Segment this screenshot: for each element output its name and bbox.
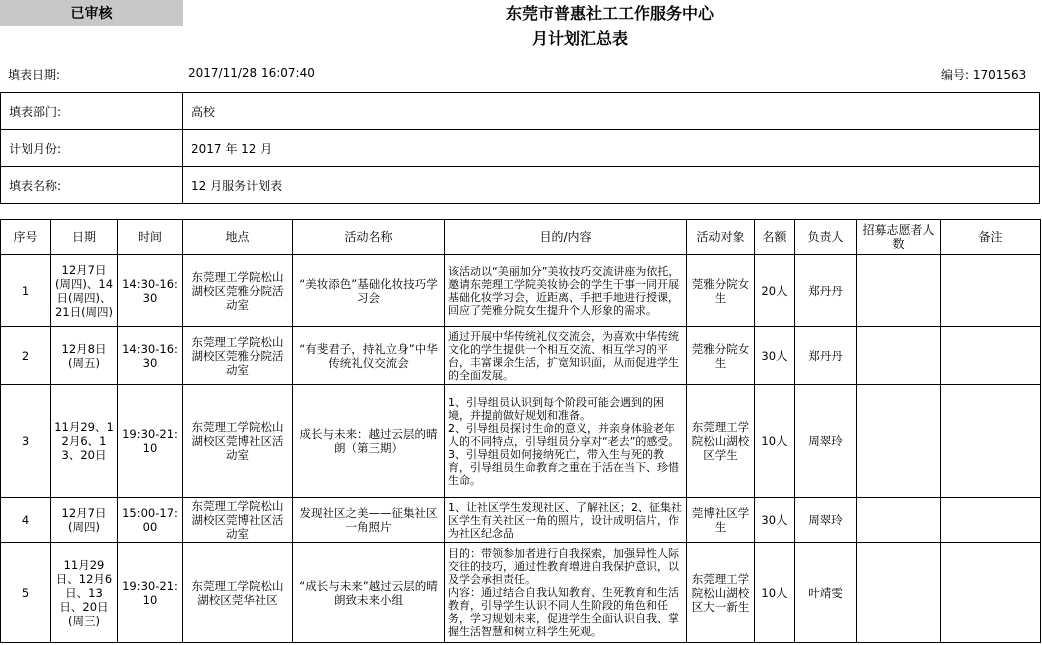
info-row-name — [1, 167, 1040, 204]
cell-volunteers — [857, 327, 941, 385]
cell-date: 12月8日(周五) — [51, 327, 118, 385]
cell-target: 莞雅分院女生 — [687, 255, 755, 327]
cell-target: 东莞理工学院松山湖校区学生 — [687, 385, 755, 498]
info-row-department — [1, 93, 1040, 130]
cell-time: 14:30-16:30 — [118, 255, 183, 327]
cell-owner: 叶靖雯 — [795, 543, 857, 643]
cell-quota: 10人 — [755, 385, 795, 498]
cell-volunteers — [857, 498, 941, 543]
info-value: 12 月服务计划表 — [183, 167, 1040, 204]
cell-place: 东莞理工学院松山湖校区莞博社区活动室 — [183, 498, 293, 543]
cell-no: 3 — [1, 385, 51, 498]
cell-quota: 30人 — [755, 498, 795, 543]
cell-goal: 该活动以“美丽加分”美妆技巧交流讲座为依托，邀请东莞理工学院美妆协会的学生干事一同开展基础化妆学习会，近距离、手把手地进行授课，回应了莞雅分院女生提升个人形象的需求。 — [445, 255, 687, 327]
org-name: 东莞市普惠社工工作服务中心 — [505, 4, 714, 23]
cell-volunteers — [857, 543, 941, 643]
cell-date: 12月7日(周四) — [51, 498, 118, 543]
cell-activity-name: 成长与未来：越过云层的晴朗（第三期） — [293, 385, 445, 498]
cell-no: 4 — [1, 498, 51, 543]
cell-volunteers — [857, 255, 941, 327]
cell-date: 11月29、12月6、13、20日 — [51, 385, 118, 498]
col-header: 序号 — [1, 220, 51, 255]
form-title: 月计划汇总表 — [531, 29, 628, 48]
col-header: 地点 — [183, 220, 293, 255]
cell-remark — [941, 543, 1041, 643]
cell-place: 东莞理工学院松山湖校区莞博社区活动室 — [183, 385, 293, 498]
serial-value: 1701563 — [972, 68, 1027, 82]
cell-place: 东莞理工学院松山湖校区莞华社区 — [183, 543, 293, 643]
col-header: 日期 — [51, 220, 118, 255]
cell-activity-name: 发现社区之美——征集社区一角照片 — [293, 498, 445, 543]
col-header: 备注 — [941, 220, 1041, 255]
table-header-row — [1, 220, 1041, 255]
cell-no: 5 — [1, 543, 51, 643]
cell-activity-name: “成长与未来”越过云层的晴朗致未来小组 — [293, 543, 445, 643]
col-header: 时间 — [118, 220, 183, 255]
cell-goal: 1、引导组员认识到每个阶段可能会遇到的困境，并提前做好规划和准备。 2、引导组员探讨生命的意义，并亲身体验老年人的不同特点，引导组员分享对“老去”的感受。 3、引导组员如何接纳死亡，带入生与死的教育，引导组员生命教育之重在于活在当下、珍惜生命。 — [445, 385, 687, 498]
cell-owner: 周翠玲 — [795, 385, 857, 498]
info-value: 2017 年 12 月 — [183, 130, 1040, 167]
col-header: 目的/内容 — [445, 220, 687, 255]
cell-activity-name: “有斐君子，持礼立身”中华传统礼仪交流会 — [293, 327, 445, 385]
fill-date-label: 填表日期: — [8, 68, 61, 82]
cell-date: 12月7日(周四)、14日(周四)、21日(周四) — [51, 255, 118, 327]
cell-goal: 目的：带领参加者进行自我探索，加强异性人际交往的技巧，通过性教育增进自我保护意识，以及学会承担责任。 内容：通过结合自我认知教育、生死教育和生活教育，引导学生认识不同人生阶段的角色和任务，学习规划未来，促进学生全面认识自我、掌握生活智慧和树立科学生死观。 — [445, 543, 687, 643]
cell-target: 莞雅分院女生 — [687, 327, 755, 385]
status-badge: 已审核 — [0, 0, 183, 26]
info-value: 高校 — [183, 93, 1040, 130]
cell-target: 莞博社区学生 — [687, 498, 755, 543]
info-table — [0, 92, 1040, 204]
info-row-month — [1, 130, 1040, 167]
cell-remark — [941, 327, 1041, 385]
cell-quota: 10人 — [755, 543, 795, 643]
cell-remark — [941, 498, 1041, 543]
cell-remark — [941, 255, 1041, 327]
serial-label: 编号: — [941, 68, 970, 82]
table-row — [1, 255, 1041, 327]
cell-remark — [941, 385, 1041, 498]
cell-date: 11月29日、12月6日、13日、20日(周三) — [51, 543, 118, 643]
cell-place: 东莞理工学院松山湖校区莞雅分院活动室 — [183, 255, 293, 327]
cell-goal: 1、让社区学生发现社区、了解社区；2、征集社区学生有关社区一角的照片，设计成明信片，作为社区纪念品 — [445, 498, 687, 543]
cell-time: 19:30-21:10 — [118, 543, 183, 643]
cell-no: 1 — [1, 255, 51, 327]
info-label: 填表部门: — [1, 93, 183, 130]
cell-no: 2 — [1, 327, 51, 385]
table-row — [1, 327, 1041, 385]
serial-number — [941, 66, 1026, 83]
cell-activity-name: “美妆添色”基础化妆技巧学习会 — [293, 255, 445, 327]
table-row — [1, 543, 1041, 643]
info-label: 填表名称: — [1, 167, 183, 204]
col-header: 负责人 — [795, 220, 857, 255]
cell-time: 15:00-17:00 — [118, 498, 183, 543]
table-row — [1, 498, 1041, 543]
col-header: 名额 — [755, 220, 795, 255]
cell-quota: 20人 — [755, 255, 795, 327]
cell-goal: 通过开展中华传统礼仪交流会，为喜欢中华传统文化的学生提供一个相互交流、相互学习的平台，丰富课余生活，扩宽知识面，从而促进学生的全面发展。 — [445, 327, 687, 385]
table-row — [1, 385, 1041, 498]
col-header: 招募志愿者人数 — [857, 220, 941, 255]
cell-time: 19:30-21:10 — [118, 385, 183, 498]
col-header: 活动对象 — [687, 220, 755, 255]
cell-target: 东莞理工学院松山湖校区大一新生 — [687, 543, 755, 643]
col-header: 活动名称 — [293, 220, 445, 255]
cell-quota: 30人 — [755, 327, 795, 385]
cell-owner: 周翠玲 — [795, 498, 857, 543]
plan-table — [0, 219, 1041, 643]
fill-date-value: 2017/11/28 16:07:40 — [188, 66, 315, 80]
cell-owner: 郑丹丹 — [795, 255, 857, 327]
cell-volunteers — [857, 385, 941, 498]
cell-owner: 郑丹丹 — [795, 327, 857, 385]
cell-time: 14:30-16:30 — [118, 327, 183, 385]
cell-place: 东莞理工学院松山湖校区莞雅分院活动室 — [183, 327, 293, 385]
info-label: 计划月份: — [1, 130, 183, 167]
